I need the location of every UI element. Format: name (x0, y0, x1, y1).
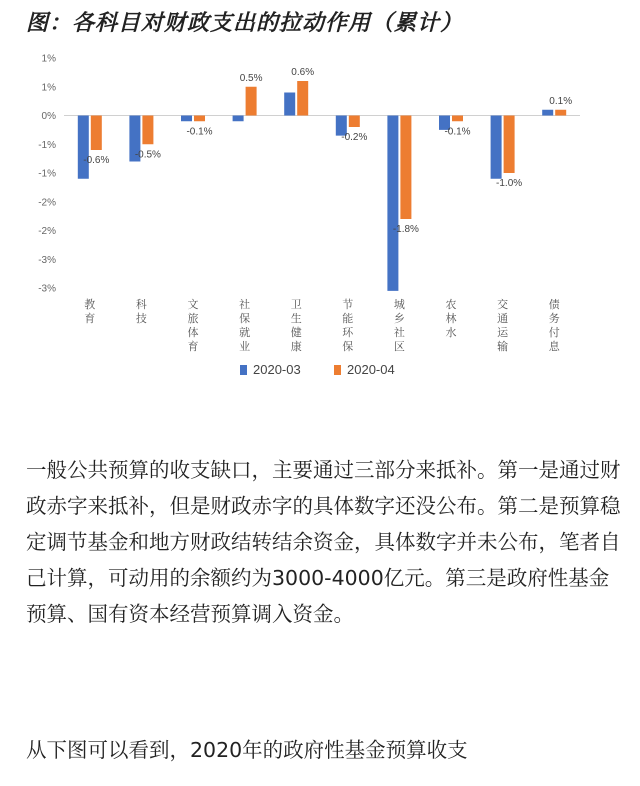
data-label: -0.6% (83, 155, 110, 166)
legend-label: 2020-03 (253, 362, 301, 377)
y-tick-label: -3% (38, 283, 56, 295)
y-tick-label: -2% (38, 197, 56, 209)
y-tick-label: 1% (41, 53, 56, 65)
bar-2020-03-城乡社区 (387, 116, 398, 291)
bar-2020-03-文旅体育 (181, 116, 192, 122)
data-label: 0.5% (239, 72, 263, 84)
bar-chart (0, 50, 640, 390)
bar-2020-03-卫生健康 (284, 93, 295, 116)
legend-swatch (240, 365, 247, 375)
y-tick-label: -2% (38, 226, 56, 237)
legend (240, 362, 395, 377)
data-label: 0.1% (549, 95, 573, 107)
category-label: 农林水 (445, 298, 457, 339)
category-label: 节能环保 (342, 298, 354, 353)
category-label: 科技 (135, 298, 147, 325)
data-label: -0.1% (186, 126, 213, 138)
bar-2020-03-交通运输 (491, 116, 502, 179)
y-tick-label: -3% (38, 254, 56, 266)
data-label: -1.0% (496, 178, 523, 189)
bar-2020-04-卫生健康 (297, 81, 308, 116)
bar-2020-03-社保就业 (233, 116, 244, 122)
bar-2020-03-教育 (78, 116, 89, 179)
legend-swatch (334, 365, 341, 375)
data-label: -1.8% (392, 224, 419, 235)
bar-2020-04-教育 (91, 116, 102, 151)
bar-2020-04-农林水 (452, 116, 463, 122)
bar-2020-04-科技 (142, 116, 153, 145)
category-label: 城乡社区 (393, 298, 405, 353)
category-label: 交通运输 (497, 298, 509, 353)
category-label: 教育 (84, 298, 96, 325)
y-tick-label: -1% (38, 168, 56, 180)
bar-2020-04-文旅体育 (194, 116, 205, 122)
bar-2020-04-节能环保 (349, 116, 360, 128)
data-label: -0.1% (444, 126, 471, 138)
y-axis (38, 54, 56, 295)
data-label: -0.2% (341, 132, 368, 143)
y-tick-label: 0% (41, 111, 56, 122)
chart-title: 图：各科目对财政支出的拉动作用（累计） (26, 11, 464, 36)
bar-group (78, 81, 566, 291)
bar-2020-04-城乡社区 (400, 116, 411, 220)
category-label-group (84, 297, 560, 353)
legend-label: 2020-04 (347, 362, 395, 377)
body-paragraph-2: 从下图可以看到，2020年的政府性基金预算收支 (26, 738, 468, 762)
category-label: 社保就业 (239, 298, 251, 353)
bar-2020-04-债务付息 (555, 110, 566, 116)
bar-2020-04-交通运输 (504, 116, 515, 174)
data-label: -0.5% (134, 149, 161, 161)
y-tick-label: 1% (41, 82, 56, 94)
category-label: 文旅体育 (187, 298, 199, 353)
body-paragraph-1: 一般公共预算的收支缺口，主要通过三部分来抵补。第一是通过财政赤字来抵补，但是财政赤字的具体数字还没公布。第二是预算稳定调节基金和地方财政结转结余资金，具体数字并未公布，笔者自己计算，可动用的余额约为3000-4000亿元。第三是政府性基金预算、国有资本经营预算调入资金。 (26, 458, 621, 626)
data-label: 0.6% (291, 67, 315, 78)
y-tick-label: -1% (38, 139, 56, 151)
category-label: 卫生健康 (290, 298, 302, 353)
bar-2020-03-债务付息 (542, 110, 553, 116)
bar-2020-04-社保就业 (246, 87, 257, 116)
category-label: 债务付息 (548, 298, 560, 353)
